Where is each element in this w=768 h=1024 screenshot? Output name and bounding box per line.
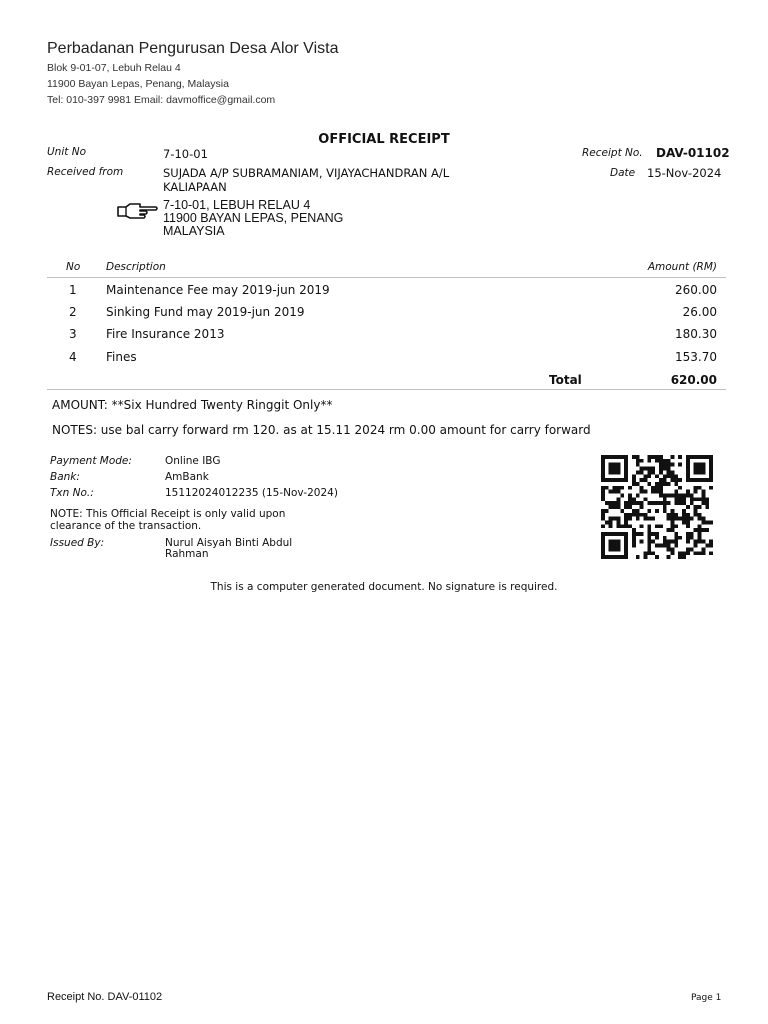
received-from-line-1: SUJADA A/P SUBRAMANIAM, VIJAYACHANDRAN A/L <box>163 166 450 180</box>
row-amount: 260.00 <box>675 283 717 297</box>
row-amount: 153.70 <box>675 350 717 364</box>
payment-mode-label: Payment Mode: <box>50 455 132 467</box>
unit-no-value: 7-10-01 <box>163 147 208 161</box>
row-no: 1 <box>69 283 77 297</box>
recipient-address-line-1: 7-10-01, LEBUH RELAU 4 <box>163 198 311 212</box>
receipt-title: OFFICIAL RECEIPT <box>318 132 450 147</box>
unit-no-label: Unit No <box>47 146 86 158</box>
issued-by-line-2: Rahman <box>165 548 209 560</box>
txn-no-label: Txn No.: <box>50 487 94 499</box>
row-description: Maintenance Fee may 2019-jun 2019 <box>106 283 330 297</box>
recipient-address-line-3: MALAYSIA <box>163 224 225 238</box>
received-from-label: Received from <box>47 166 124 178</box>
payment-mode-value: Online IBG <box>165 455 221 467</box>
footer-receipt-no: Receipt No. DAV-01102 <box>47 991 163 1003</box>
receipt-no-label: Receipt No. <box>582 147 643 159</box>
receipt-no-value: DAV-01102 <box>656 146 730 160</box>
row-description: Fines <box>106 350 137 364</box>
table-header-divider <box>47 277 726 278</box>
received-from-line-2: KALIAPAAN <box>163 180 227 194</box>
validity-note-line-2: clearance of the transaction. <box>50 520 202 532</box>
organization-name: Perbadanan Pengurusan Desa Alor Vista <box>47 40 339 57</box>
organization-address-line-1: Blok 9-01-07, Lebuh Relau 4 <box>47 62 181 74</box>
date-label: Date <box>610 167 636 179</box>
notes: NOTES: use bal carry forward rm 120. as at 15.11 2024 rm 0.00 amount for carry forward <box>52 423 591 437</box>
bank-label: Bank: <box>50 471 80 483</box>
col-header-amount: Amount (RM) <box>647 261 717 273</box>
page-number: Page 1 <box>691 993 722 1003</box>
row-amount: 180.30 <box>675 327 717 341</box>
row-description: Sinking Fund may 2019-jun 2019 <box>106 305 305 319</box>
issued-by-label: Issued By: <box>50 537 105 549</box>
computer-generated-notice: This is a computer generated document. No signature is required. <box>210 581 558 593</box>
col-header-description: Description <box>106 261 166 273</box>
bank-value: AmBank <box>165 471 209 483</box>
qr-code-icon <box>601 455 713 559</box>
amount-in-words: AMOUNT: **Six Hundred Twenty Ringgit Only** <box>52 398 333 412</box>
recipient-address-line-2: 11900 BAYAN LEPAS, PENANG <box>163 211 344 225</box>
organization-contact: Tel: 010-397 9981 Email: davmoffice@gmail.com <box>47 94 276 106</box>
total-value: 620.00 <box>670 373 717 387</box>
row-no: 2 <box>69 305 77 319</box>
date-value: 15-Nov-2024 <box>647 166 722 180</box>
row-description: Fire Insurance 2013 <box>106 327 225 341</box>
txn-no-value: 15112024012235 (15-Nov-2024) <box>165 487 338 499</box>
table-footer-divider <box>47 389 726 390</box>
organization-address-line-2: 11900 Bayan Lepas, Penang, Malaysia <box>47 78 229 90</box>
total-label: Total <box>549 373 582 387</box>
issued-by-line-1: Nurul Aisyah Binti Abdul <box>165 537 293 549</box>
validity-note-line-1: NOTE: This Official Receipt is only valid upon <box>50 508 286 520</box>
row-no: 3 <box>69 327 77 341</box>
pointing-hand-icon <box>116 201 158 221</box>
row-no: 4 <box>69 350 77 364</box>
col-header-no: No <box>66 261 81 273</box>
row-amount: 26.00 <box>682 305 717 319</box>
